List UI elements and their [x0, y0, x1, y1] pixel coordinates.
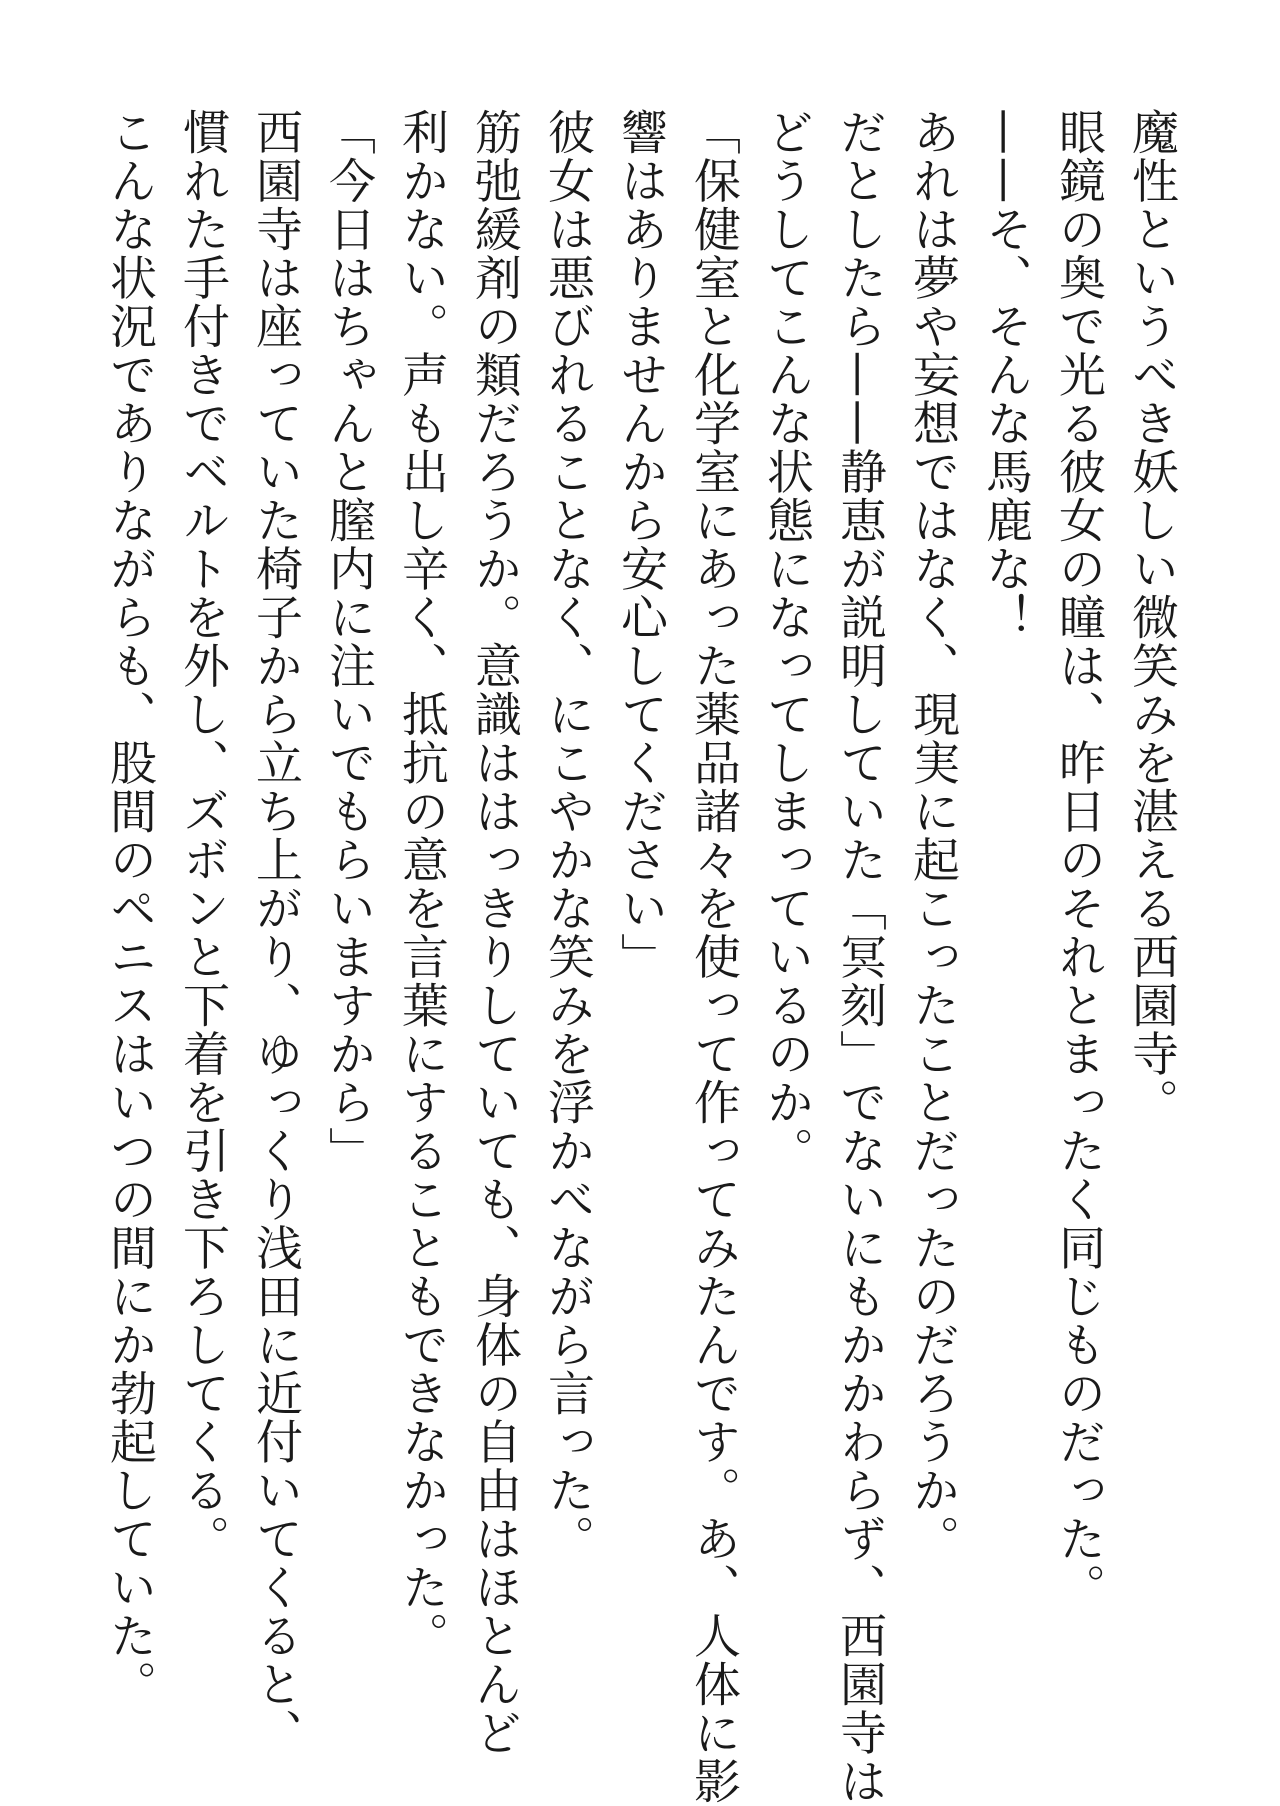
text-line: 「保健室と化学室にあった薬品諸々を使って作ってみたんです。あ、人体に影 — [686, 108, 741, 1806]
text-line: 彼女は悪びれることなく、にこやかな笑みを浮かべながら言った。 — [540, 108, 595, 1563]
text-line: あれは夢や妄想ではなく、現実に起こったことだったのだろうか。 — [905, 108, 960, 1563]
text-line: 響はありませんから安心してください」 — [613, 108, 668, 981]
text-line: こんな状況でありながらも、股間のペニスはいつの間にか勃起していた。 — [102, 108, 157, 1709]
text-line: 筋弛緩剤の類だろうか。意識ははっきりしていても、身体の自由はほとんど — [467, 108, 522, 1757]
text-line: 「今日はちゃんと膣内に注いでもらいますから」 — [321, 108, 376, 1175]
text-line: どうしてこんな状態になってしまっているのか。 — [759, 108, 814, 1175]
text-line: 慣れた手付きでベルトを外し、ズボンと下着を引き下ろしてくる。 — [175, 108, 230, 1563]
text-line: 魔性というべき妖しい微笑みを湛える西園寺。 — [1124, 108, 1179, 1127]
text-line: だとしたら——静恵が説明していた「冥刻」でないにもかかわらず、西園寺は — [832, 108, 887, 1806]
vertical-text-body — [93, 108, 1188, 1806]
text-line: 利かない。声も出し辛く、抵抗の意を言葉にすることもできなかった。 — [394, 108, 449, 1660]
text-line: 西園寺は座っていた椅子から立ち上がり、ゆっくり浅田に近付いてくると、 — [248, 108, 303, 1757]
text-line: ——そ、そんな馬鹿な！ — [978, 108, 1033, 642]
text-line: 眼鏡の奥で光る彼女の瞳は、昨日のそれとまったく同じものだった。 — [1051, 108, 1106, 1612]
